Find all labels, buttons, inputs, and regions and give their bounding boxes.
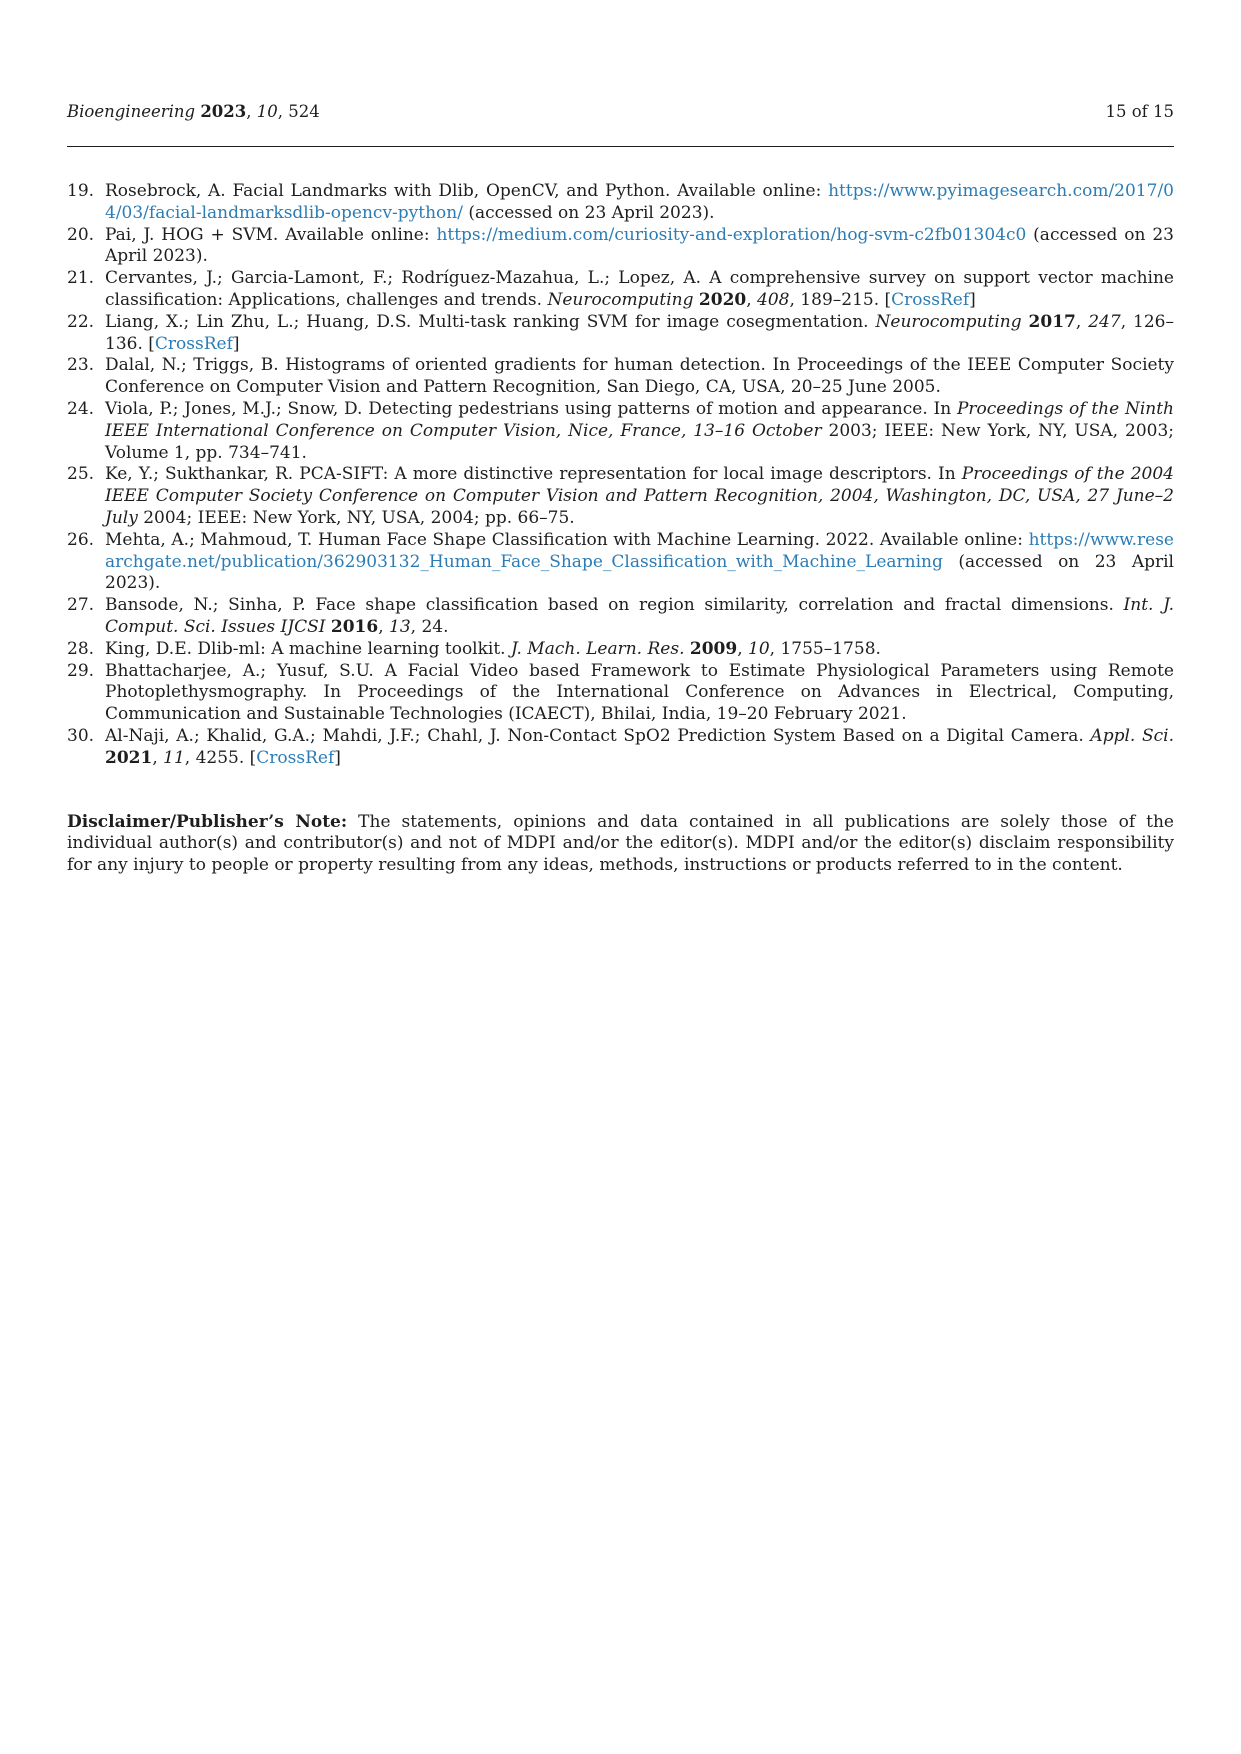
reference-item: [67, 225, 1174, 269]
reference-item: [67, 530, 1174, 595]
text-run: Viola, P.; Jones, M.J.; Snow, D. Detecting pedestrians using patterns of motion and appearance. In: [105, 398, 957, 419]
reference-number: 24.: [67, 398, 95, 419]
reference-item: [67, 399, 1174, 464]
text-bold: 2009: [689, 638, 738, 659]
text-run: (accessed on 23 April 2023).: [105, 551, 1174, 594]
text-bold: 2017: [1028, 311, 1076, 332]
text-run: ,: [737, 638, 749, 659]
text-run: ]: [232, 333, 240, 354]
reference-link[interactable]: https://www.pyimagesearch.com/2017/04/03/facial-landmarksdlib-opencv-python/: [105, 181, 1174, 223]
text-run: ,: [1075, 311, 1089, 332]
reference-text: [105, 181, 1174, 225]
text-italic: 10: [748, 638, 770, 659]
reference-item: [67, 726, 1174, 770]
text-run: Ke, Y.; Sukthankar, R. PCA-SIFT: A more distinctive representation for local image descriptors. In: [105, 464, 962, 485]
page-indicator: 15 of 15: [1105, 102, 1174, 121]
reference-link[interactable]: CrossRef: [256, 747, 335, 768]
reference-text: [105, 464, 1174, 529]
text-run: King, D.E. Dlib-ml: A machine learning toolkit.: [105, 638, 511, 659]
text-italic: 408: [757, 289, 790, 310]
reference-item: [67, 595, 1174, 639]
reference-number: 23.: [67, 355, 95, 376]
text-run: Pai, J. HOG + SVM. Available online:: [105, 224, 437, 245]
journal-citation: [67, 102, 320, 122]
text-run: Dalal, N.; Triggs, B. Histograms of oriented gradients for human detection. In Proceedings of the IEEE Computer Society Conference on Computer Vision and Pattern Recognition, San Diego, CA, USA, 20–25 June 2005.: [105, 355, 1174, 398]
reference-link[interactable]: CrossRef: [891, 289, 970, 310]
text-run: Al-Naji, A.; Khalid, G.A.; Mahdi, J.F.; Chahl, J. Non-Contact SpO2 Prediction System Based on a Digital Camera.: [105, 725, 1091, 746]
text-run: Cervantes, J.; Garcia-Lamont, F.; Rodríguez-Mazahua, L.; Lopez, A. A comprehensive survey on support vector machine classification: Applications, challenges and trends.: [105, 268, 1174, 310]
reference-number: 21.: [67, 268, 95, 289]
text-italic: J. Mach. Learn. Res.: [511, 638, 690, 659]
reference-text: [105, 399, 1174, 464]
reference-number: 26.: [67, 529, 95, 550]
text-bold: 2016: [330, 616, 379, 637]
reference-text: [105, 268, 1174, 312]
text-run: ,: [152, 747, 164, 768]
text-run: ]: [969, 289, 976, 310]
text-run: , 189–215. [: [789, 289, 892, 310]
reference-number: 19.: [67, 181, 95, 201]
text-run: 2003; IEEE: New York, NY, USA, 2003; Volume 1, pp. 734–741.: [105, 420, 1174, 463]
reference-text: [105, 355, 1174, 399]
reference-item: [67, 355, 1174, 399]
text-run: The statements, opinions and data contained in all publications are solely those of the individual author(s) and contributor(s) and not of MDPI and/or the editor(s). MDPI and/or the editor(s) disclaim responsibility for any injury to people or property resulting from any ideas, methods, instructions or products referred to in the content.: [67, 811, 1174, 876]
reference-item: [67, 312, 1174, 356]
text-bold: 2023: [200, 102, 247, 121]
text-run: Rosebrock, A. Facial Landmarks with Dlib, OpenCV, and Python. Available online:: [105, 181, 829, 201]
reference-text: [105, 530, 1174, 595]
text-run: , 1755–1758.: [769, 638, 881, 659]
reference-link[interactable]: https://www.researchgate.net/publication/362903132_Human_Face_Shape_Classification_with_Machine_Learning: [105, 529, 1174, 572]
reference-number: 28.: [67, 638, 95, 659]
text-italic: 247: [1088, 311, 1121, 332]
reference-item: [67, 661, 1174, 726]
text-italic: Neurocomputing: [547, 289, 699, 310]
text-run: ,: [246, 102, 257, 121]
text-run: Bansode, N.; Sinha, P. Face shape classification based on region similarity, correlation and fractal dimensions.: [105, 595, 1124, 616]
reference-item: [67, 268, 1174, 312]
reference-number: 30.: [67, 725, 95, 746]
reference-text: [105, 639, 1174, 661]
reference-link[interactable]: CrossRef: [154, 333, 233, 354]
text-bold: 2020: [698, 289, 747, 310]
reference-link[interactable]: https://medium.com/curiosity-and-exploration/hog-svm-c2fb01304c0: [436, 224, 1027, 245]
text-italic: Proceedings of the Ninth IEEE International Conference on Computer Vision, Nice, France, 13–16 October: [105, 398, 1175, 441]
reference-text: [105, 661, 1174, 726]
text-run: , 24.: [410, 616, 449, 637]
text-italic: Bioengineering: [67, 102, 196, 121]
reference-number: 20.: [67, 224, 95, 245]
reference-text: [105, 225, 1174, 269]
reference-item: [67, 639, 1174, 661]
text-italic: 13: [389, 616, 411, 637]
text-run: , 524: [277, 102, 320, 121]
page-content: [67, 181, 1174, 877]
reference-text: [105, 312, 1174, 356]
text-run: Liang, X.; Lin Zhu, L.; Huang, D.S. Multi-task ranking SVM for image cosegmentation.: [105, 311, 876, 332]
text-italic: Appl. Sci.: [1090, 725, 1174, 746]
text-run: (accessed on 23 April 2023).: [462, 202, 715, 223]
reference-number: 29.: [67, 660, 95, 681]
text-run: Bhattacharjee, A.; Yusuf, S.U. A Facial Video based Framework to Estimate Physiological Parameters using Remote Photoplethysmography. In Proceedings of the International Conference on Advances in Electrical, Computing, Communication and Sustainable Technologies (ICAECT), Bhilai, India, 19–20 February 2021.: [105, 660, 1174, 725]
text-italic: Neurocomputing: [875, 311, 1029, 332]
text-run: , 4255. [: [184, 747, 257, 768]
text-run: ,: [746, 289, 758, 310]
reference-text: [105, 595, 1174, 639]
text-run: 2004; IEEE: New York, NY, USA, 2004; pp. 66–75.: [143, 507, 575, 528]
text-run: , 126–136. [: [105, 311, 1174, 354]
page-header: [67, 102, 1174, 122]
reference-number: 27.: [67, 595, 95, 616]
text-run: ]: [334, 747, 341, 768]
references-list: [67, 181, 1174, 770]
text-italic: Proceedings of the 2004 IEEE Computer Society Conference on Computer Vision and Pattern Recognition, 2004, Washington, DC, USA, 27 June–2 July: [105, 464, 1174, 528]
disclaimer-note: [67, 812, 1174, 877]
text-italic: Int. J. Comput. Sci. Issues IJCSI: [105, 595, 1175, 637]
text-bold: 2021: [105, 747, 153, 768]
reference-number: 22.: [67, 311, 95, 332]
text-run: (accessed on 23 April 2023).: [105, 224, 1174, 267]
reference-number: 25.: [67, 464, 95, 485]
reference-item: [67, 181, 1174, 225]
text-run: ,: [378, 616, 389, 637]
text-bold: Disclaimer/Publisher’s Note:: [67, 811, 348, 832]
text-run: Mehta, A.; Mahmoud, T. Human Face Shape Classification with Machine Learning. 2022. Available online:: [105, 529, 1029, 550]
reference-text: [105, 726, 1174, 770]
reference-item: [67, 464, 1174, 529]
text-italic: 10: [256, 102, 278, 121]
header-rule: [67, 146, 1174, 147]
text-italic: 11: [163, 747, 185, 768]
